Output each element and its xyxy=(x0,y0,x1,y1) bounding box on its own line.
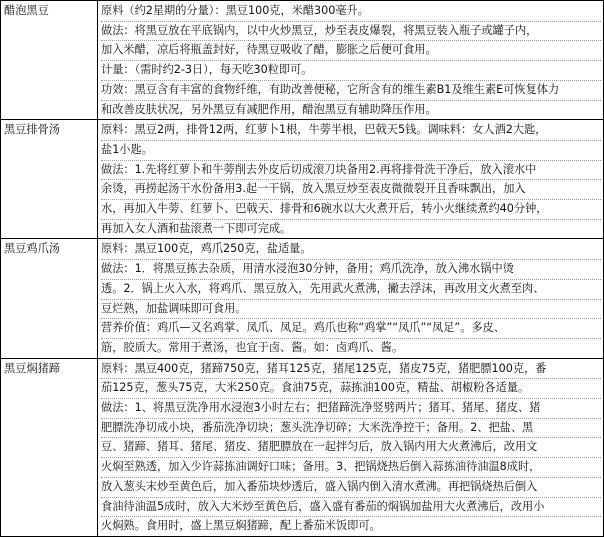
recipe-row xyxy=(1,120,604,239)
recipe-line: 放入葱头末炒至黄色后，加入番茄块炒透后，盛入锅内倒入清水煮沸。再把锅烧热后倒入 xyxy=(101,478,601,498)
recipe-line: 营养价值：鸡爪—又名鸡掌、凤爪、凤足。鸡爪也称“鸡掌”“凤爪”“凤足”。多皮、 xyxy=(101,319,601,339)
recipe-name-cell xyxy=(1,1,98,120)
recipe-name: 黑豆焖猪蹄 xyxy=(4,361,60,375)
recipe-line: 茄125克，葱头75克，大米250克。食油75克，蒜拣油100克，精盐、胡椒粉各适量。 xyxy=(101,379,601,399)
recipe-line: 和改善皮肤状况，另外黑豆有减肥作用，醋泡黑豆有辅助降压作用。 xyxy=(101,102,437,116)
recipe-line: 食油待油温5成时，放入大米炒至黄色后，盛入盛有番茄的焖锅加盐用大火煮沸后，改用小 xyxy=(101,498,601,518)
recipe-line: 原料：黑豆100克，鸡爪250克，盐适量。 xyxy=(101,240,601,260)
recipe-name-cell xyxy=(1,358,98,536)
recipe-line: 原料（约2星期的分量）：黑豆100克，米醋300毫升。 xyxy=(101,2,601,22)
recipe-row xyxy=(1,358,604,536)
recipe-line: 功效：黑豆含有丰富的食物纤维，有助改善便秘，它所含有的维生素B1及维生素E可恢复体力 xyxy=(101,81,601,101)
recipe-line: 原料：黑豆400克，猪蹄750克，猪耳125克，猪尾125克，猪皮75克，猪肥膘100克，番 xyxy=(101,360,601,380)
recipe-line: 火焖至熟透，加入少许蒜拣油调好口味；备用。3、把锅烧热后倒入蒜拣油待油温8成时， xyxy=(101,458,601,478)
recipe-name: 黑豆鸡爪汤 xyxy=(4,242,60,256)
recipe-line: 做法：1.先将红萝卜和牛蒡削去外皮后切成滚刀块备用2.再将排骨洗干净后，放入滚水中 xyxy=(101,161,601,181)
recipe-line: 计量：（需时约2-3日），每天吃30粒即可。 xyxy=(101,61,601,81)
recipe-name-cell xyxy=(1,239,98,358)
recipe-table-body xyxy=(1,1,604,537)
recipe-line: 豆、猪蹄、猪耳、猪尾、猪皮、猪肥膘放在一起拌匀后，放入锅内用大火煮沸后，改用文 xyxy=(101,438,601,458)
recipe-name-cell xyxy=(1,120,98,239)
recipe-line: 原料：黑豆2两，排骨12两，红萝卜1根，牛蒡半根，巴戟天5钱。调味料：女人酒2大匙， xyxy=(101,121,601,141)
recipe-line: 做法：将黑豆放在平底锅内，以中火炒黑豆，炒至表皮爆裂，将黑豆装入瓶子或罐子内， xyxy=(101,22,601,42)
recipe-detail-cell xyxy=(98,358,604,536)
recipe-line: 余烫，再捞起汤干水份备用3.起一干锅，放入黑豆炒至表皮微微裂开且香味飘出，加入 xyxy=(101,180,601,200)
recipe-line: 肥膘洗净切成小块，番茄洗净切块；葱头洗净切碎；大米洗净控干；备用。2、把盐、黑 xyxy=(101,419,601,439)
recipe-line: 加入米醋，凉后将瓶盖封好，待黑豆吸收了醋，膨胀之后便可食用。 xyxy=(101,41,601,61)
recipe-row xyxy=(1,1,604,120)
recipe-line: 透。2．锅上火入水，将鸡爪、黑豆放入，先用武火煮沸，撇去浮沫，再改用文火煮至肉、 xyxy=(101,280,601,300)
recipe-detail-cell xyxy=(98,120,604,239)
recipe-detail-cell xyxy=(98,1,604,120)
recipe-row xyxy=(1,239,604,358)
recipe-name: 醋泡黑豆 xyxy=(4,4,49,17)
recipe-line: 筋，胶质大。常用于煮汤，也宜于卤、酱。如：卤鸡爪、酱。 xyxy=(101,340,404,354)
recipe-line: 再加入女人酒和盐滚煮一下即可完成。 xyxy=(101,221,292,235)
recipe-line: 水，再加入牛蒡、红萝卜、巴戟天、排骨和6碗水以大火煮开后，转小火继续煮约40分钟， xyxy=(101,200,601,220)
recipe-line: 盐1小匙。 xyxy=(101,141,601,161)
recipe-line: 做法：1．将黑豆拣去杂质，用清水浸泡30分钟，备用；鸡爪洗净，放入沸水锅中烫 xyxy=(101,260,601,280)
recipe-line: 火焖熟。食用时，盛上黑豆焖猪蹄，配上番茄米饭即可。 xyxy=(101,519,381,533)
recipe-line: 做法：1、将黑豆洗净用水浸泡3小时左右；把猪蹄洗净竖劈两片；猪耳、猪尾、猪皮、猪 xyxy=(101,399,601,419)
recipe-detail-cell xyxy=(98,239,604,358)
recipe-line: 豆烂熟，加盐调味即可食用。 xyxy=(101,300,601,320)
recipe-name: 黑豆排骨汤 xyxy=(4,123,60,137)
